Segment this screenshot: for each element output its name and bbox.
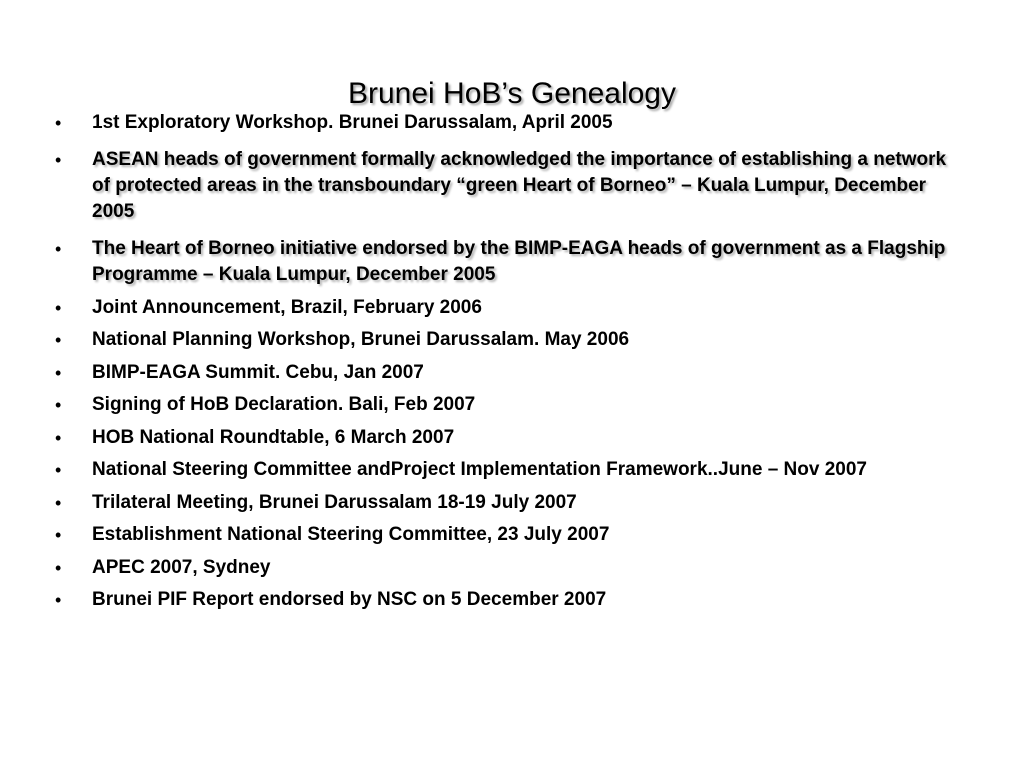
list-item xyxy=(55,392,955,418)
list-item xyxy=(55,555,955,581)
list-item xyxy=(55,360,955,386)
list-item xyxy=(55,457,955,483)
list-item-text: National Steering Committee andProject Implementation Framework..June – Nov 2007 xyxy=(92,459,867,480)
bullet-marker: • xyxy=(55,239,62,259)
bullet-marker: • xyxy=(55,395,62,415)
list-item-text: National Planning Workshop, Brunei Darussalam. May 2006 xyxy=(92,329,630,350)
list-item-text: HOB National Roundtable, 6 March 2007 xyxy=(92,426,455,448)
bullet-marker: • xyxy=(55,150,62,170)
list-item xyxy=(55,587,955,613)
bullet-list xyxy=(55,110,955,620)
list-item-text: Establishment National Steering Committee, 23 July 2007 xyxy=(92,524,610,545)
bullet-marker: • xyxy=(55,362,62,383)
bullet-marker: • xyxy=(55,297,62,318)
list-item-text: 1st Exploratory Workshop. Brunei Darussalam, April 2005 xyxy=(92,112,613,133)
bullet-marker: • xyxy=(55,557,62,578)
list-item-text: Joint Announcement, Brazil, February 2006 xyxy=(92,296,482,318)
list-item xyxy=(55,490,955,516)
bullet-marker: • xyxy=(55,460,62,480)
list-item-text: Trilateral Meeting, Brunei Darussalam 18-19 July 2007 xyxy=(92,491,577,513)
bullet-marker: • xyxy=(55,113,62,133)
slide-title: Brunei HoB’s Genealogy xyxy=(348,77,676,110)
list-item-text: APEC 2007, Sydney xyxy=(92,556,271,578)
list-item xyxy=(55,147,955,225)
bullet-marker: • xyxy=(55,330,62,350)
bullet-marker: • xyxy=(55,525,62,545)
list-item-text: ASEAN heads of government formally acknowledged the importance of establishing a network of protected areas in the transboundary “green Heart of Borneo” – Kuala Lumpur, December 2005 xyxy=(92,149,947,222)
list-item xyxy=(55,236,955,288)
list-item xyxy=(55,110,955,136)
list-item xyxy=(55,295,955,321)
list-item xyxy=(55,425,955,451)
list-item xyxy=(55,522,955,548)
list-item-text: BIMP-EAGA Summit. Cebu, Jan 2007 xyxy=(92,361,424,383)
list-item xyxy=(55,327,955,353)
list-item-text: The Heart of Borneo initiative endorsed by the BIMP-EAGA heads of government as a Flagship Programme – Kuala Lumpur, December 2005 xyxy=(92,238,946,285)
bullet-marker: • xyxy=(55,590,62,610)
bullet-marker: • xyxy=(55,427,62,448)
list-item-text: Brunei PIF Report endorsed by NSC on 5 December 2007 xyxy=(92,589,607,610)
bullet-marker: • xyxy=(55,492,62,513)
list-item-text: Signing of HoB Declaration. Bali, Feb 2007 xyxy=(92,394,476,415)
